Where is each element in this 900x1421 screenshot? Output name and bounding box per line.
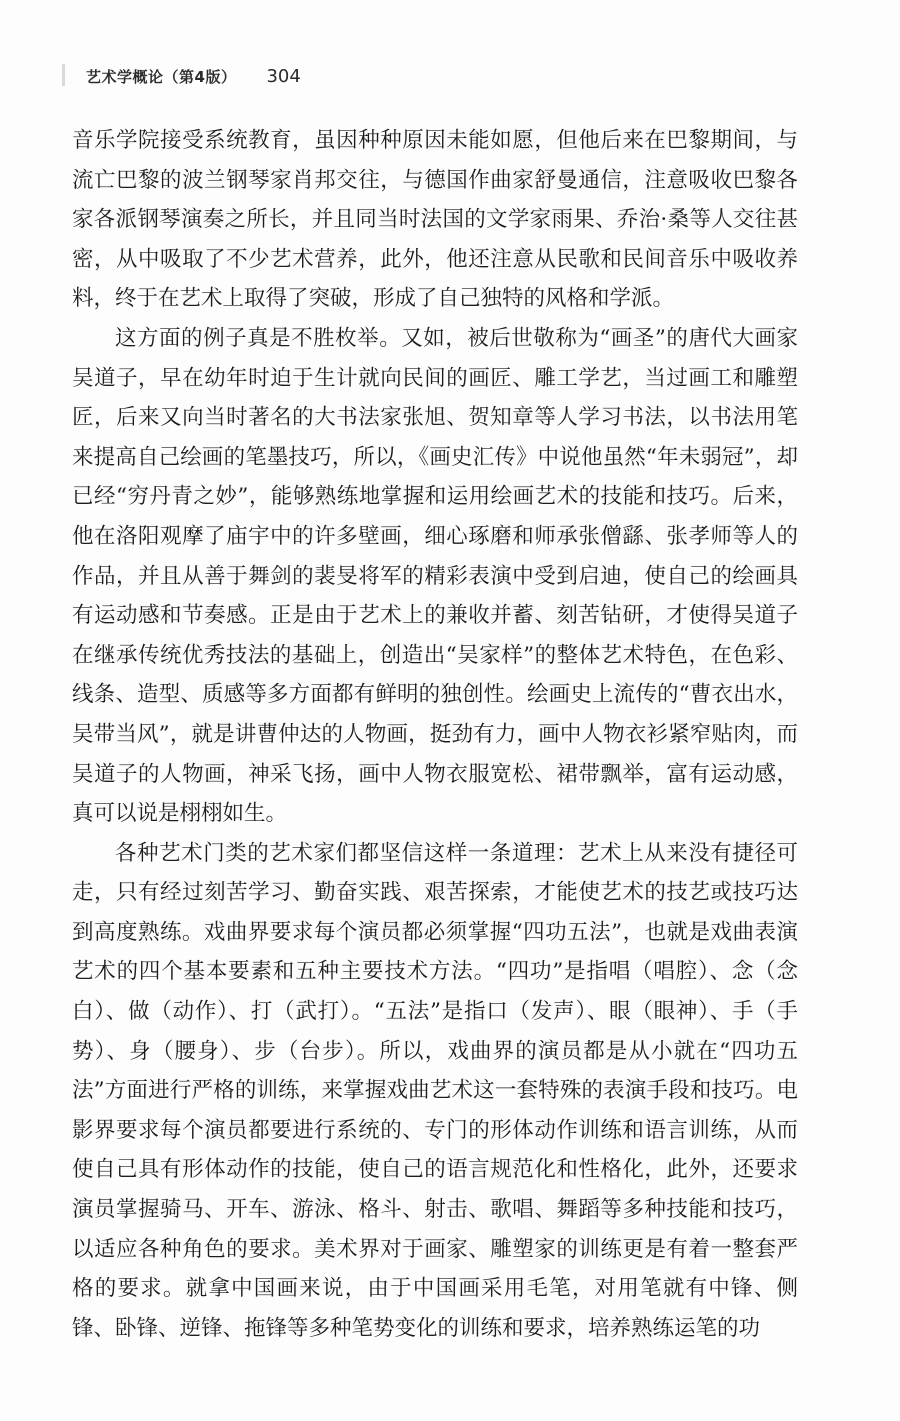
page-number: 304 [266, 66, 301, 87]
paragraph-wu-daozi: 这方面的例子真是不胜枚举。又如，被后世敬称为“画圣”的唐代大画家吴道子，早在幼年时迫于生计就向民间的画匠、雕工学艺，当过画工和雕塑匠，后来又向当时著名的大书法家张旭、贺知章等人学习书法，以书法用笔来提高自己绘画的笔墨技巧，所以，《画史汇传》中说他虽然“年未弱冠”，却已经“穷丹青之妙”，能够熟练地掌握和运用绘画艺术的技能和技巧。后来，他在洛阳观摩了庙宇中的许多壁画，细心琢磨和师承张僧繇、张孝师等人的作品，并且从善于舞剑的裴旻将军的精彩表演中受到启迪，使自己的绘画具有运动感和节奏感。正是由于艺术上的兼收并蓄、刻苦钻研，才使得吴道子在继承传统优秀技法的基础上，创造出“吴家样”的整体艺术特色，在色彩、线条、造型、质感等多方面都有鲜明的独创性。绘画史上流传的“曹衣出水，吴带当风”，就是讲曹仲达的人物画，挺劲有力，画中人物衣衫紧窄贴肉，而吴道子的人物画，神采飞扬，画中人物衣服宽松、裙带飘举，富有运动感，真可以说是栩栩如生。 [72, 325, 798, 827]
page-edge-mark [62, 64, 65, 86]
body-text [72, 121, 798, 1348]
paragraph-continued: 音乐学院接受系统教育，虽因种种原因未能如愿，但他后来在巴黎期间，与流亡巴黎的波兰钢琴家肖邦交往，与德国作曲家舒曼通信，注意吸收巴黎各家各派钢琴演奏之所长，并且同当时法国的文学家雨果、乔治·桑等人交往甚密，从中吸取了不少艺术营养，此外，他还注意从民歌和民间音乐中吸收养料，终于在艺术上取得了突破，形成了自己独特的风格和学派。 [72, 128, 798, 312]
running-header [86, 66, 301, 90]
running-title: 艺术学概论（第4版） [86, 68, 237, 86]
paragraph-art-training: 各种艺术门类的艺术家们都坚信这样一条道理：艺术上从来没有捷径可走，只有经过刻苦学习、勤奋实践、艰苦探索，才能使艺术的技艺或技巧达到高度熟练。戏曲界要求每个演员都必须掌握“四功五法”，也就是戏曲表演艺术的四个基本要素和五种主要技术方法。“四功”是指唱（唱腔）、念（念白）、做（动作）、打（武打）。“五法”是指口（发声）、眼（眼神）、手（手势）、身（腰身）、步（台步）。所以，戏曲界的演员都是从小就在“四功五法”方面进行严格的训练，来掌握戏曲艺术这一套特殊的表演手段和技巧。电影界要求每个演员都要进行系统的、专门的形体动作训练和语言训练，从而使自己具有形体动作的技能，使自己的语言规范化和性格化，此外，还要求演员掌握骑马、开车、游泳、格斗、射击、歌唱、舞蹈等多种技能和技巧，以适应各种角色的要求。美术界对于画家、雕塑家的训练更是有着一整套严格的要求。就拿中国画来说，由于中国画采用毛笔，对用笔就有中锋、侧锋、卧锋、逆锋、拖锋等多种笔势变化的训练和要求，培养熟练运笔的功 [72, 840, 798, 1341]
